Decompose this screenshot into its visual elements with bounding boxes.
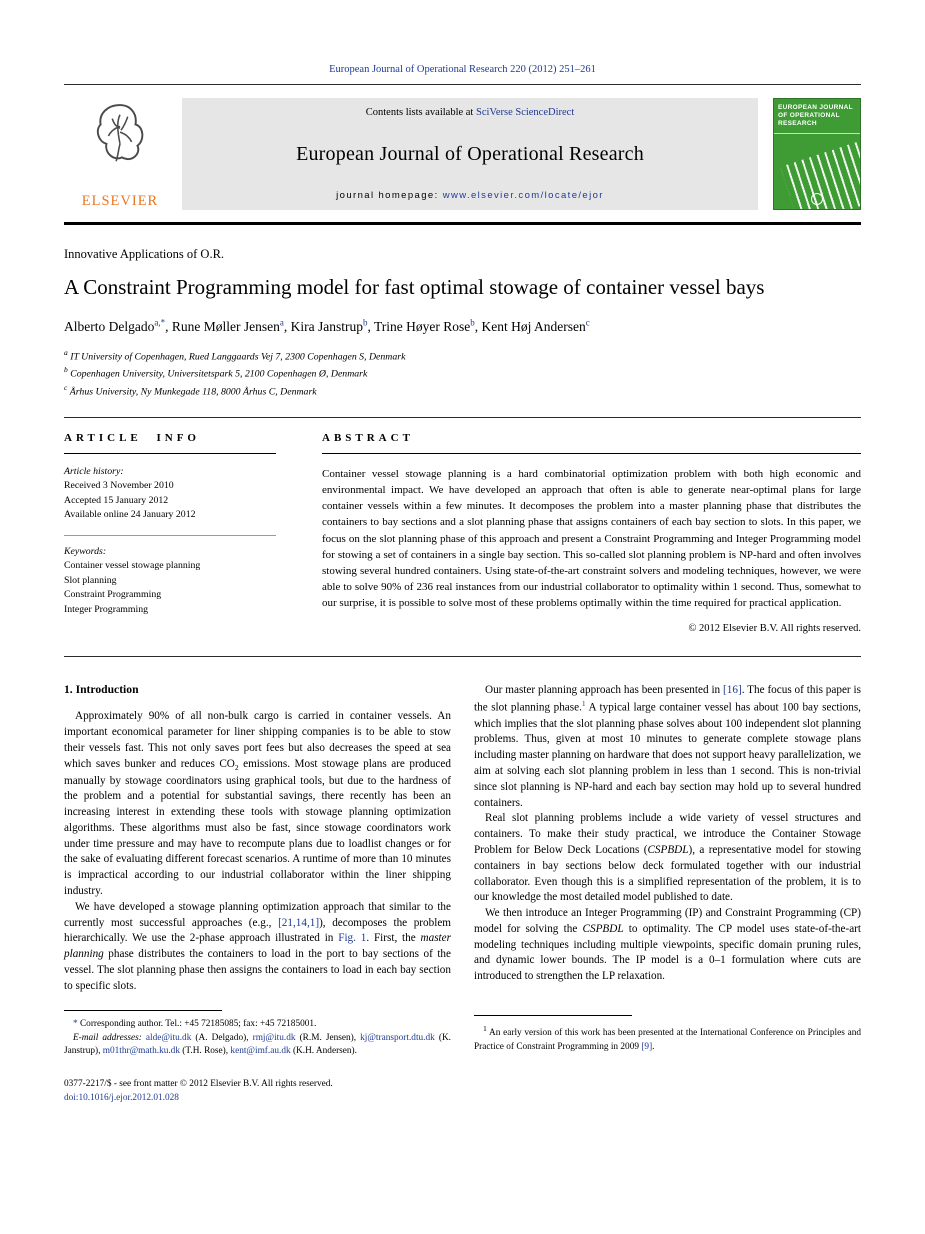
- divider: [64, 535, 276, 536]
- divider: [64, 84, 861, 85]
- publication-info: [64, 1077, 451, 1106]
- journal-homepage-link[interactable]: www.elsevier.com/locate/ejor: [442, 190, 604, 201]
- text-segment: (T.H. Rose),: [179, 1046, 231, 1057]
- journal-homepage-line: [188, 190, 752, 201]
- abstract-column: [322, 432, 861, 634]
- author-name: Kent Høj Andersen: [481, 318, 586, 334]
- article-info-column: [64, 432, 276, 634]
- text-segment: (K. Janstrup),: [64, 1032, 451, 1057]
- copyright-notice: © 2012 Elsevier B.V. All rights reserved.: [688, 623, 861, 635]
- left-footnotes: [64, 1010, 451, 1058]
- issn-copyright-line: 0377-2217/$ - see front matter © 2012 Elsevier B.V. All rights reserved.: [64, 1078, 333, 1089]
- email-link[interactable]: kj@transport.dtu.dk: [360, 1032, 435, 1043]
- figure-link[interactable]: Fig. 1: [338, 932, 367, 945]
- paragraph: [474, 811, 861, 906]
- email-addresses-note: [64, 1032, 451, 1059]
- cover-emblem-icon: [811, 193, 823, 205]
- author-name: Rune Møller Jensen: [171, 318, 280, 334]
- author-separator: ,: [165, 318, 172, 334]
- text-segment: An early version of this work has been presented at the International Conference on Principles and Practice of Constraint Programming in 2009: [474, 1028, 861, 1052]
- affiliation: [64, 347, 861, 364]
- citation-link[interactable]: [16]: [723, 684, 742, 697]
- author-name: Kira Janstrup: [290, 318, 363, 334]
- author-name: Trine Høyer Rose: [373, 318, 471, 334]
- emphasis-text: CSPBDL: [647, 843, 689, 856]
- author-list: [64, 317, 861, 335]
- author-affiliation-sup[interactable]: a,*: [154, 317, 166, 328]
- email-link[interactable]: kent@imf.au.dk: [230, 1046, 291, 1057]
- citation-link[interactable]: [9]: [641, 1041, 653, 1052]
- homepage-prefix: journal homepage:: [336, 190, 443, 201]
- divider-thick: [64, 222, 861, 225]
- elsevier-tree-icon: [89, 100, 151, 174]
- divider: [64, 656, 861, 657]
- affiliation-sup: c: [64, 382, 68, 392]
- journal-title: European Journal of Operational Research: [296, 142, 644, 165]
- author: [291, 319, 374, 334]
- emphasis-text: master planning: [64, 932, 451, 961]
- footnote-marker: 1: [483, 1023, 487, 1033]
- text-segment: (K.H. Andersen).: [290, 1046, 357, 1057]
- affiliation-text: Copenhagen University, Universitetspark 5, 2100 Copenhagen Ø, Denmark: [70, 368, 368, 380]
- history-item: Received 3 November 2010: [64, 480, 174, 491]
- doi-link[interactable]: doi:10.1016/j.ejor.2012.01.028: [64, 1093, 179, 1104]
- sciverse-sciencedirect-link[interactable]: SciVerse ScienceDirect: [475, 107, 575, 118]
- affiliation: [64, 382, 861, 399]
- footnote-separator: [64, 1010, 222, 1011]
- text-segment: . First, the: [366, 932, 421, 945]
- keyword-item: Constraint Programming: [64, 589, 162, 601]
- paragraph: [64, 709, 451, 899]
- email-label: E-mail addresses:: [73, 1032, 146, 1043]
- author: [481, 319, 589, 334]
- text-segment: Real slot planning problems include a wide variety of vessel structures and containers. To make their study practical, we introduce the Container Stowage Problem for Below Deck Locations (: [474, 812, 861, 856]
- left-column: [64, 683, 451, 1105]
- keyword-item: Integer Programming: [64, 604, 149, 616]
- text-segment: Corresponding author. Tel.: +45 72185085; fax: +45 72185001.: [77, 1019, 317, 1030]
- journal-cover-thumbnail: [773, 98, 861, 210]
- right-footnotes: [474, 1015, 861, 1054]
- text-segment: A typical large container vessel has about 100 bay sections, which implies that the slot planning phase solves about 100 independent slot planning problems. Thus, given at most 10 minutes to generate complete stowage plans including master planning on hardware that does not support heavy parallelization, we aim at solving each slot planning problem in less than 1 second. This is non-trivial since slot planning is NP-hard and each bay section may hold up to several hundred containers.: [474, 701, 861, 809]
- email-link[interactable]: rmj@itu.dk: [252, 1032, 296, 1043]
- keyword-item: Slot planning: [64, 574, 117, 586]
- affiliation-text: Århus University, Ny Munkegade 118, 8000 Århus C, Denmark: [69, 385, 317, 397]
- contents-line: [188, 107, 752, 118]
- info-abstract-row: [64, 418, 861, 634]
- keywords-label: Keywords:: [64, 546, 107, 558]
- article-title: A Constraint Programming model for fast optimal stowage of container vessel bays: [64, 275, 765, 299]
- paragraph: [474, 906, 861, 985]
- elsevier-logo-block: [64, 98, 176, 210]
- text-segment: .: [652, 1041, 655, 1052]
- email-link[interactable]: m01thr@math.ku.dk: [102, 1046, 180, 1057]
- corresponding-marker: *: [73, 1019, 78, 1030]
- corresponding-author-note: [64, 1018, 451, 1031]
- author-separator: ,: [474, 318, 482, 334]
- footnote-ref[interactable]: 1: [581, 699, 586, 709]
- history-item: Accepted 15 January 2012: [64, 494, 169, 506]
- text-segment: We then introduce an Integer Programming (IP) and Constraint Programming (CP) model for solving the: [474, 907, 861, 935]
- journal-reference: European Journal of Operational Research 220 (2012) 251–261: [329, 64, 596, 75]
- article-body: [64, 683, 861, 1105]
- text-segment: . The focus of this paper is the slot planning phase.: [474, 684, 862, 714]
- history-item: Available online 24 January 2012: [64, 509, 196, 521]
- text-segment: emissions. Most stowage plans are produced manually by stowage coordinators using graphical tools, but due to the hardness of the problem and a potential for substantial savings, there recently has been an increasing interest in extending these tools with stowage planning optimization algorithms. These algorithms must also be fast, since stowage coordinators work under time pressure and may have to recompute plans due to loadlist changes or for the sake of evaluating different forecast scenarios. A runtime of more than 10 minutes is impractical according to our industrial collaborator within the liner shipping industry.: [64, 757, 451, 898]
- affiliation-list: [64, 347, 861, 399]
- author-separator: ,: [283, 318, 291, 334]
- author: [374, 319, 482, 334]
- masthead-banner: [182, 98, 758, 210]
- author-affiliation-sup[interactable]: a: [279, 317, 284, 328]
- elsevier-wordmark: ELSEVIER: [81, 193, 159, 209]
- intro-heading: 1. Introduction: [64, 683, 139, 697]
- author-separator: ,: [367, 318, 374, 334]
- keyword-item: Container vessel stowage planning: [64, 560, 201, 572]
- cover-title: EUROPEAN JOURNAL OF OPERATIONAL RESEARCH: [774, 99, 860, 134]
- article-history-label: Article history:: [64, 466, 124, 477]
- footnote-1: [474, 1023, 861, 1054]
- section-label: Innovative Applications of O.R.: [64, 247, 225, 261]
- abstract-text: Container vessel stowage planning is a hard combinatorial optimization problem with both high economic and environmental impact. We have developed an approach that often is able to generate near-optimal plans for large container vessels within a few minutes. It decomposes the problem into a master planning phase that distributes the containers to bay sections and a slot planning phase that assigns containers of each bay section to slots. In this paper, we focus on the slot planning phase of this approach and present a Constraint Programming and Integer Programming model for stowing a set of containers in a single bay section. This so-called slot planning problem is NP-hard and often involves stowing several hundred containers. Using state-of-the-art constraint solvers and modeling techniques, however, we were able to solve 90% of 236 real instances from our industrial collaborator to optimality within 1 second. Thus, somewhat to our surprise, it is possible to solve most of these problems optimally within the time required for practical application.: [322, 468, 861, 610]
- affiliation-text: IT University of Copenhagen, Rued Langgaards Vej 7, 2300 Copenhagen S, Denmark: [70, 350, 406, 362]
- text-segment: Approximately 90% of all non-bulk cargo is carried in container vessels. An important economical parameter for liner shipping companies is to be able to stow their vessels fast. This not only saves port fees but also decreases the speed at sea which saves bunker and reduces CO: [64, 710, 451, 770]
- article-info-heading: ARTICLE INFO: [64, 432, 276, 454]
- text-segment: We have developed a stowage planning optimization approach that similar to the currently most successful approaches (e.g.,: [64, 900, 451, 929]
- right-column: [474, 683, 861, 1105]
- author: [64, 319, 172, 334]
- affiliation-sup: a: [64, 347, 68, 357]
- author-affiliation-sup[interactable]: c: [585, 317, 590, 328]
- abstract-heading: ABSTRACT: [322, 432, 861, 454]
- text-segment: (R.M. Jensen),: [295, 1032, 361, 1043]
- text-segment: to optimality. The CP model uses state-of-the-art modeling techniques including multiple viewpoints, specific domain pruning rules, and dynamic lower bounds. The IP model is a 0–1 formulation where cuts are introduced to strengthen the LP relaxation.: [474, 922, 862, 983]
- footnote-separator: [474, 1015, 632, 1016]
- text-segment: Our master planning approach has been presented in: [485, 684, 724, 697]
- author: [172, 319, 291, 334]
- text-segment: ), decomposes the problem hierarchically. We use the 2-phase approach illustrated in: [64, 916, 452, 945]
- emphasis-text: CSPBDL: [582, 922, 624, 935]
- text-segment: ), a representative model for stowing containers in bay sections below deck formulated together with our industrial collaborator. Even though this is a simplified representation of the problem, it is to our knowledge the most detailed model published to date.: [474, 843, 861, 904]
- paragraph: [474, 683, 861, 811]
- contents-prefix: Contents lists available at: [365, 107, 476, 118]
- citation-link[interactable]: [21,14,1]: [278, 916, 320, 929]
- author-affiliation-sup[interactable]: b: [362, 317, 368, 328]
- author-affiliation-sup[interactable]: b: [470, 317, 475, 328]
- text-segment: phase distributes the containers to load in the port to bay sections of the vessel. The slot planning phase then assigns the containers to load in each bay section to specific slots.: [64, 948, 451, 992]
- subscript: 2: [234, 762, 239, 772]
- affiliation-sup: b: [64, 365, 68, 375]
- affiliation: [64, 364, 861, 381]
- paragraph: [64, 900, 451, 995]
- email-link[interactable]: alde@itu.dk: [145, 1032, 192, 1043]
- masthead: [64, 98, 861, 210]
- author-name: Alberto Delgado: [64, 318, 155, 334]
- text-segment: (A. Delgado),: [191, 1032, 253, 1043]
